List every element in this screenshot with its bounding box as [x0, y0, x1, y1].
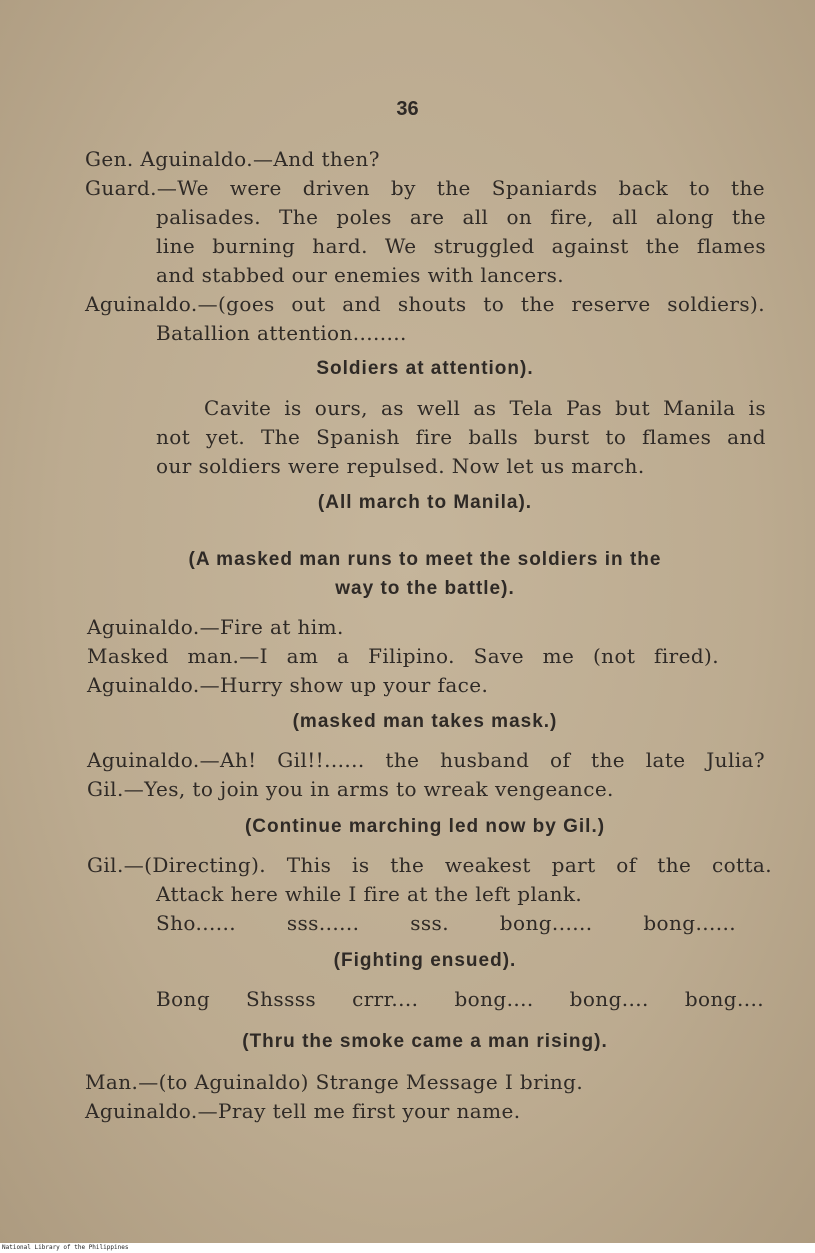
dialogue-line: and stabbed our enemies with lancers. [156, 263, 565, 287]
stage-direction: (Thru the smoke came a man rising). [242, 1031, 608, 1052]
dialogue-line: Gil.—Yes, to join you in arms to wreak vengeance. [87, 777, 614, 801]
dialogue-line: Aguinaldo.—Ah! Gil!!...... the husband of the late Julia? [87, 748, 765, 772]
dialogue-line: Masked man.—I am a Filipino. Save me (not fired). [87, 644, 719, 668]
dialogue-line: Aguinaldo.—Fire at him. [87, 615, 344, 639]
stage-direction: (Fighting ensued). [333, 950, 517, 971]
dialogue-line: Cavite is ours, as well as Tela Pas but Manila is [204, 396, 766, 420]
stage-direction: Soldiers at attention). [316, 358, 534, 379]
dialogue-line: Gen. Aguinaldo.—And then? [85, 147, 380, 171]
page-number: 36 [396, 98, 419, 120]
dialogue-line: Gil.—(Directing). This is the weakest part of the cotta. [87, 853, 772, 877]
dialogue-line: our soldiers were repulsed. Now let us march. [156, 454, 645, 478]
dialogue-line: Bong Shssss crrr.... bong.... bong.... bong.... [156, 987, 764, 1011]
dialogue-line: Batallion attention........ [156, 321, 407, 345]
stage-direction: way to the battle). [335, 578, 515, 599]
dialogue-line: palisades. The poles are all on fire, all along the [156, 205, 766, 229]
dialogue-line: Sho...... sss...... sss. bong...... bong...... [156, 911, 736, 935]
stage-direction: (masked man takes mask.) [292, 711, 558, 732]
stage-direction: (Continue marching led now by Gil.) [244, 816, 606, 837]
dialogue-line: Attack here while I fire at the left plank. [156, 882, 583, 906]
footer-credit: National Library of the Philippines [2, 1244, 129, 1251]
dialogue-line: Guard.—We were driven by the Spaniards back to the [85, 176, 765, 200]
stage-direction: (A masked man runs to meet the soldiers in the [188, 549, 662, 570]
dialogue-line: Aguinaldo.—(goes out and shouts to the reserve soldiers). [85, 292, 765, 316]
dialogue-line: line burning hard. We struggled against the flames [156, 234, 766, 258]
dialogue-line: Aguinaldo.—Pray tell me first your name. [85, 1099, 521, 1123]
dialogue-line: Aguinaldo.—Hurry show up your face. [87, 673, 489, 697]
stage-direction: (All march to Manila). [317, 492, 533, 513]
dialogue-line: Man.—(to Aguinaldo) Strange Message I bring. [85, 1070, 584, 1094]
dialogue-line: not yet. The Spanish fire balls burst to flames and [156, 425, 766, 449]
